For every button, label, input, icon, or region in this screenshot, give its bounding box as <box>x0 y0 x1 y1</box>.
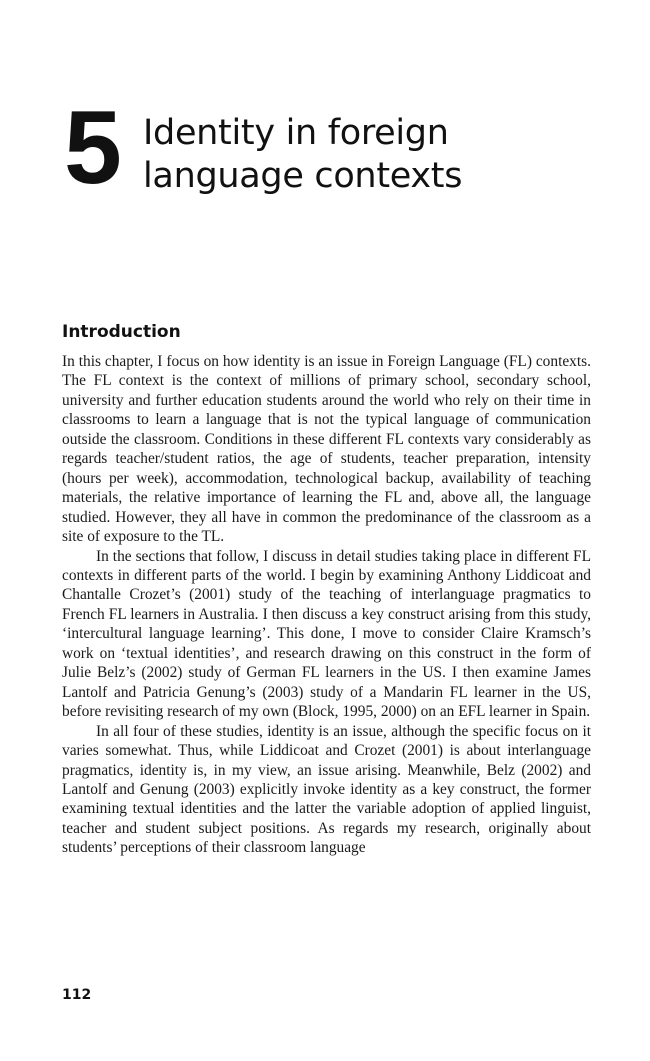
chapter-number: 5 <box>64 90 120 206</box>
chapter-title: Identity in foreign language contexts <box>143 113 463 196</box>
body-text <box>62 352 591 858</box>
page-number: 112 <box>62 987 92 1003</box>
paragraph: In this chapter, I focus on how identity is an issue in Foreign Language (FL) contexts. The FL context is the context of millions of primary school, secondary school, university and further education students around the world who rely on their time in classrooms to learn a language that is not the typical language of communication outside the classroom. Conditions in these different FL contexts vary considerably as regards teacher/student ratios, the age of students, teacher preparation, intensity (hours per week), accommodation, technological backup, availability of teaching materials, the relative importance of learning the FL and, above all, the language studied. However, they all have in common the predominance of the classroom as a site of exposure to the TL. <box>62 353 591 546</box>
paragraph: In all four of these studies, identity is an issue, although the specific focus on it varies somewhat. Thus, while Liddicoat and Crozet (2001) is about interlanguage pragmatics, identity is, in my view, an issue arising. Meanwhile, Belz (2002) and Lantolf and Genung (2003) explicitly invoke identity as a key construct, the former examining textual identities and the latter the variable adoption of applied linguist, teacher and student subject positions. As regards my research, originally about students’ perceptions of their classroom language <box>62 722 591 857</box>
paragraph: In the sections that follow, I discuss in detail studies taking place in different FL contexts in different parts of the world. I begin by examining Anthony Liddicoat and Chantalle Crozet’s (2001) study of the teaching of interlanguage pragmatics to French FL learners in Australia. I then discuss a key construct arising from this study, ‘intercultural language learning’. This done, I move to consider Claire Kramsch’s work on ‘textual identities’, and research drawing on this construct in the form of Julie Belz’s (2002) study of German FL learners in the US. I then examine James Lantolf and Patricia Genung’s (2003) study of a Mandarin FL learner in the US, before revisiting research of my own (Block, 1995, 2000) on an EFL learner in Spain. <box>62 547 591 721</box>
section-heading: Introduction <box>62 322 181 342</box>
